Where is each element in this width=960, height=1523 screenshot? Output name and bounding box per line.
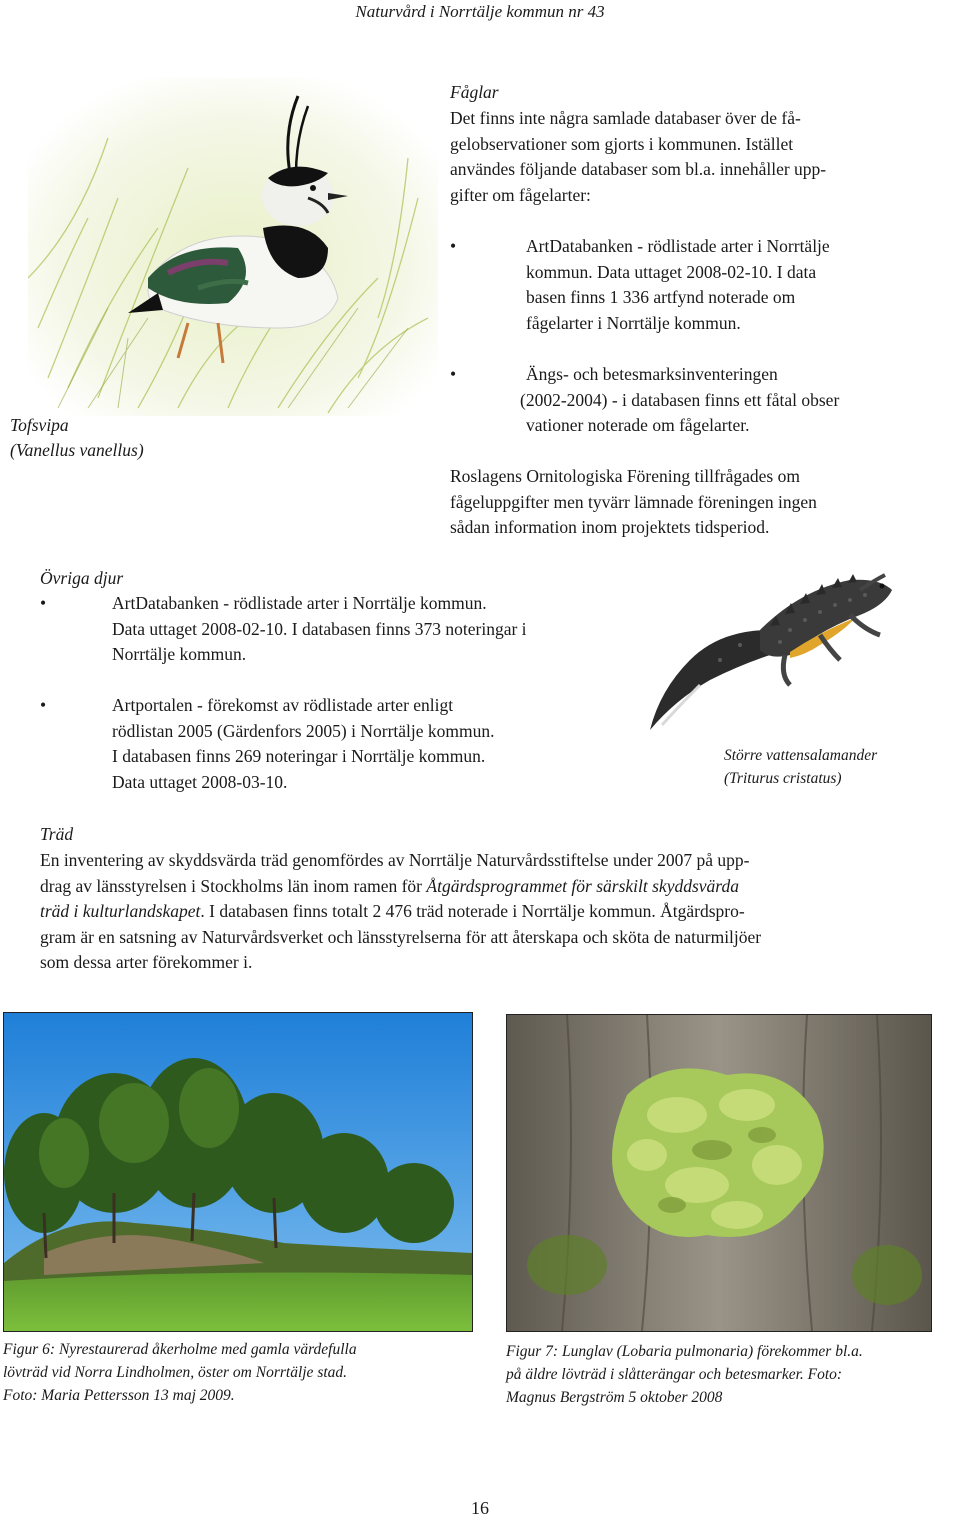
trees-program-name: träd i kulturlandskapet xyxy=(40,901,201,921)
trees-text: drag av länsstyrelsen i Stockholms län inom ramen för xyxy=(40,875,427,896)
figure-7-photo xyxy=(506,1014,932,1332)
animals-heading: Övriga djur xyxy=(40,568,124,588)
closing-line: fågeluppgifter men tyvärr lämnade föreningen ingen xyxy=(450,491,817,512)
bullet-line: kommun. Data uttaget 2008-02-10. I data xyxy=(526,261,817,282)
bullet-line: fågelarter i Norrtälje kommun. xyxy=(526,312,741,333)
trees-line xyxy=(40,874,920,900)
birds-intro-line: gifter om fågelarter: xyxy=(450,184,591,205)
newt-caption-latin: (Triturus cristatus) xyxy=(724,770,842,787)
bullet-marker: • xyxy=(40,695,47,715)
lapwing-illustration xyxy=(28,78,438,416)
trees-line: som dessa arter förekommer i. xyxy=(40,952,253,972)
bullet-line: Data uttaget 2008-03-10. xyxy=(112,771,288,792)
bullet-line: I databasen finns 269 noteringar i Norrtälje kommun. xyxy=(112,746,486,766)
caption-line: Foto: Maria Pettersson 13 maj 2009. xyxy=(3,1387,235,1404)
birds-intro-line: gelobservationer som gjorts i kommunen. Istället xyxy=(450,133,794,154)
bullet-line: ArtDatabanken - rödlistade arter i Norrtälje xyxy=(526,236,830,256)
trees-text: . I databasen finns totalt 2 476 träd noterade i Norrtälje kommun. Åtgärdspro- xyxy=(200,901,745,921)
bullet-line: rödlistan 2005 (Gärdenfors 2005) i Norrtälje kommun. xyxy=(112,720,495,741)
bullet-line: ArtDatabanken - rödlistade arter i Norrtälje kommun. xyxy=(112,593,487,613)
closing-line: Roslagens Ornitologiska Förening tillfrågades om xyxy=(450,466,800,486)
bullet-marker: • xyxy=(450,236,457,256)
figure-6-photo xyxy=(3,1012,473,1332)
newt-caption-common: Större vattensalamander xyxy=(724,747,878,764)
birds-intro-line: Det finns inte några samlade databaser över de få- xyxy=(450,108,801,128)
trees-program-name: Åtgärdsprogrammet för särskilt skyddsvärda xyxy=(426,875,739,896)
lapwing-caption-common: Tofsvipa xyxy=(10,415,69,435)
closing-line: sådan information inom projektets tidsperiod. xyxy=(450,517,770,537)
bullet-line: Ängs- och betesmarksinventeringen xyxy=(526,364,778,384)
figure-6-caption xyxy=(3,1338,471,1407)
bullet-marker: • xyxy=(40,593,47,613)
figure-7-caption xyxy=(506,1340,956,1409)
trees-line: gram är en satsning av Naturvårdsverket och länsstyrelserna för att återskapa och sköta de naturmiljöer xyxy=(40,926,762,947)
bullet-marker: • xyxy=(450,364,457,384)
bullet-line: Artportalen - förekomst av rödlistade arter enligt xyxy=(112,695,454,715)
trees-line: En inventering av skyddsvärda träd genomfördes av Norrtälje Naturvårdsstiftelse under 2007 på upp- xyxy=(40,850,750,870)
caption-line: på äldre lövträd i slåtterängar och betesmarker. Foto: xyxy=(506,1366,843,1383)
birds-closing xyxy=(450,464,950,541)
running-header: Naturvård i Norrtälje kommun nr 43 xyxy=(355,2,605,21)
caption-line: Figur 6: Nyrestaurerad åkerholme med gamla värdefulla xyxy=(3,1341,357,1358)
caption-line: Figur 7: Lunglav (Lobaria pulmonaria) förekommer bl.a. xyxy=(506,1343,863,1360)
bullet-line: (2002-2004) - i databasen finns ett fåtal obser xyxy=(520,389,840,410)
page-number: 16 xyxy=(471,1498,489,1518)
bullet-line: basen finns 1 336 artfynd noterade om xyxy=(526,287,796,307)
caption-line: Magnus Bergström 5 oktober 2008 xyxy=(506,1389,723,1406)
newt-illustration xyxy=(620,560,920,740)
birds-intro-line: användes följande databaser som bl.a. innehåller upp- xyxy=(450,159,827,179)
trees-line xyxy=(40,899,920,925)
birds-intro xyxy=(450,106,950,208)
bullet-line: vationer noterade om fågelarter. xyxy=(526,415,750,435)
bullet-line: Norrtälje kommun. xyxy=(112,644,247,664)
lapwing-caption-latin: (Vanellus vanellus) xyxy=(10,440,144,460)
trees-heading: Träd xyxy=(40,824,74,844)
bullet-line: Data uttaget 2008-02-10. I databasen finns 373 noteringar i xyxy=(112,618,527,639)
birds-heading: Fåglar xyxy=(450,82,499,102)
trees-paragraph xyxy=(40,848,920,976)
caption-line: lövträd vid Norra Lindholmen, öster om Norrtälje stad. xyxy=(3,1364,348,1381)
